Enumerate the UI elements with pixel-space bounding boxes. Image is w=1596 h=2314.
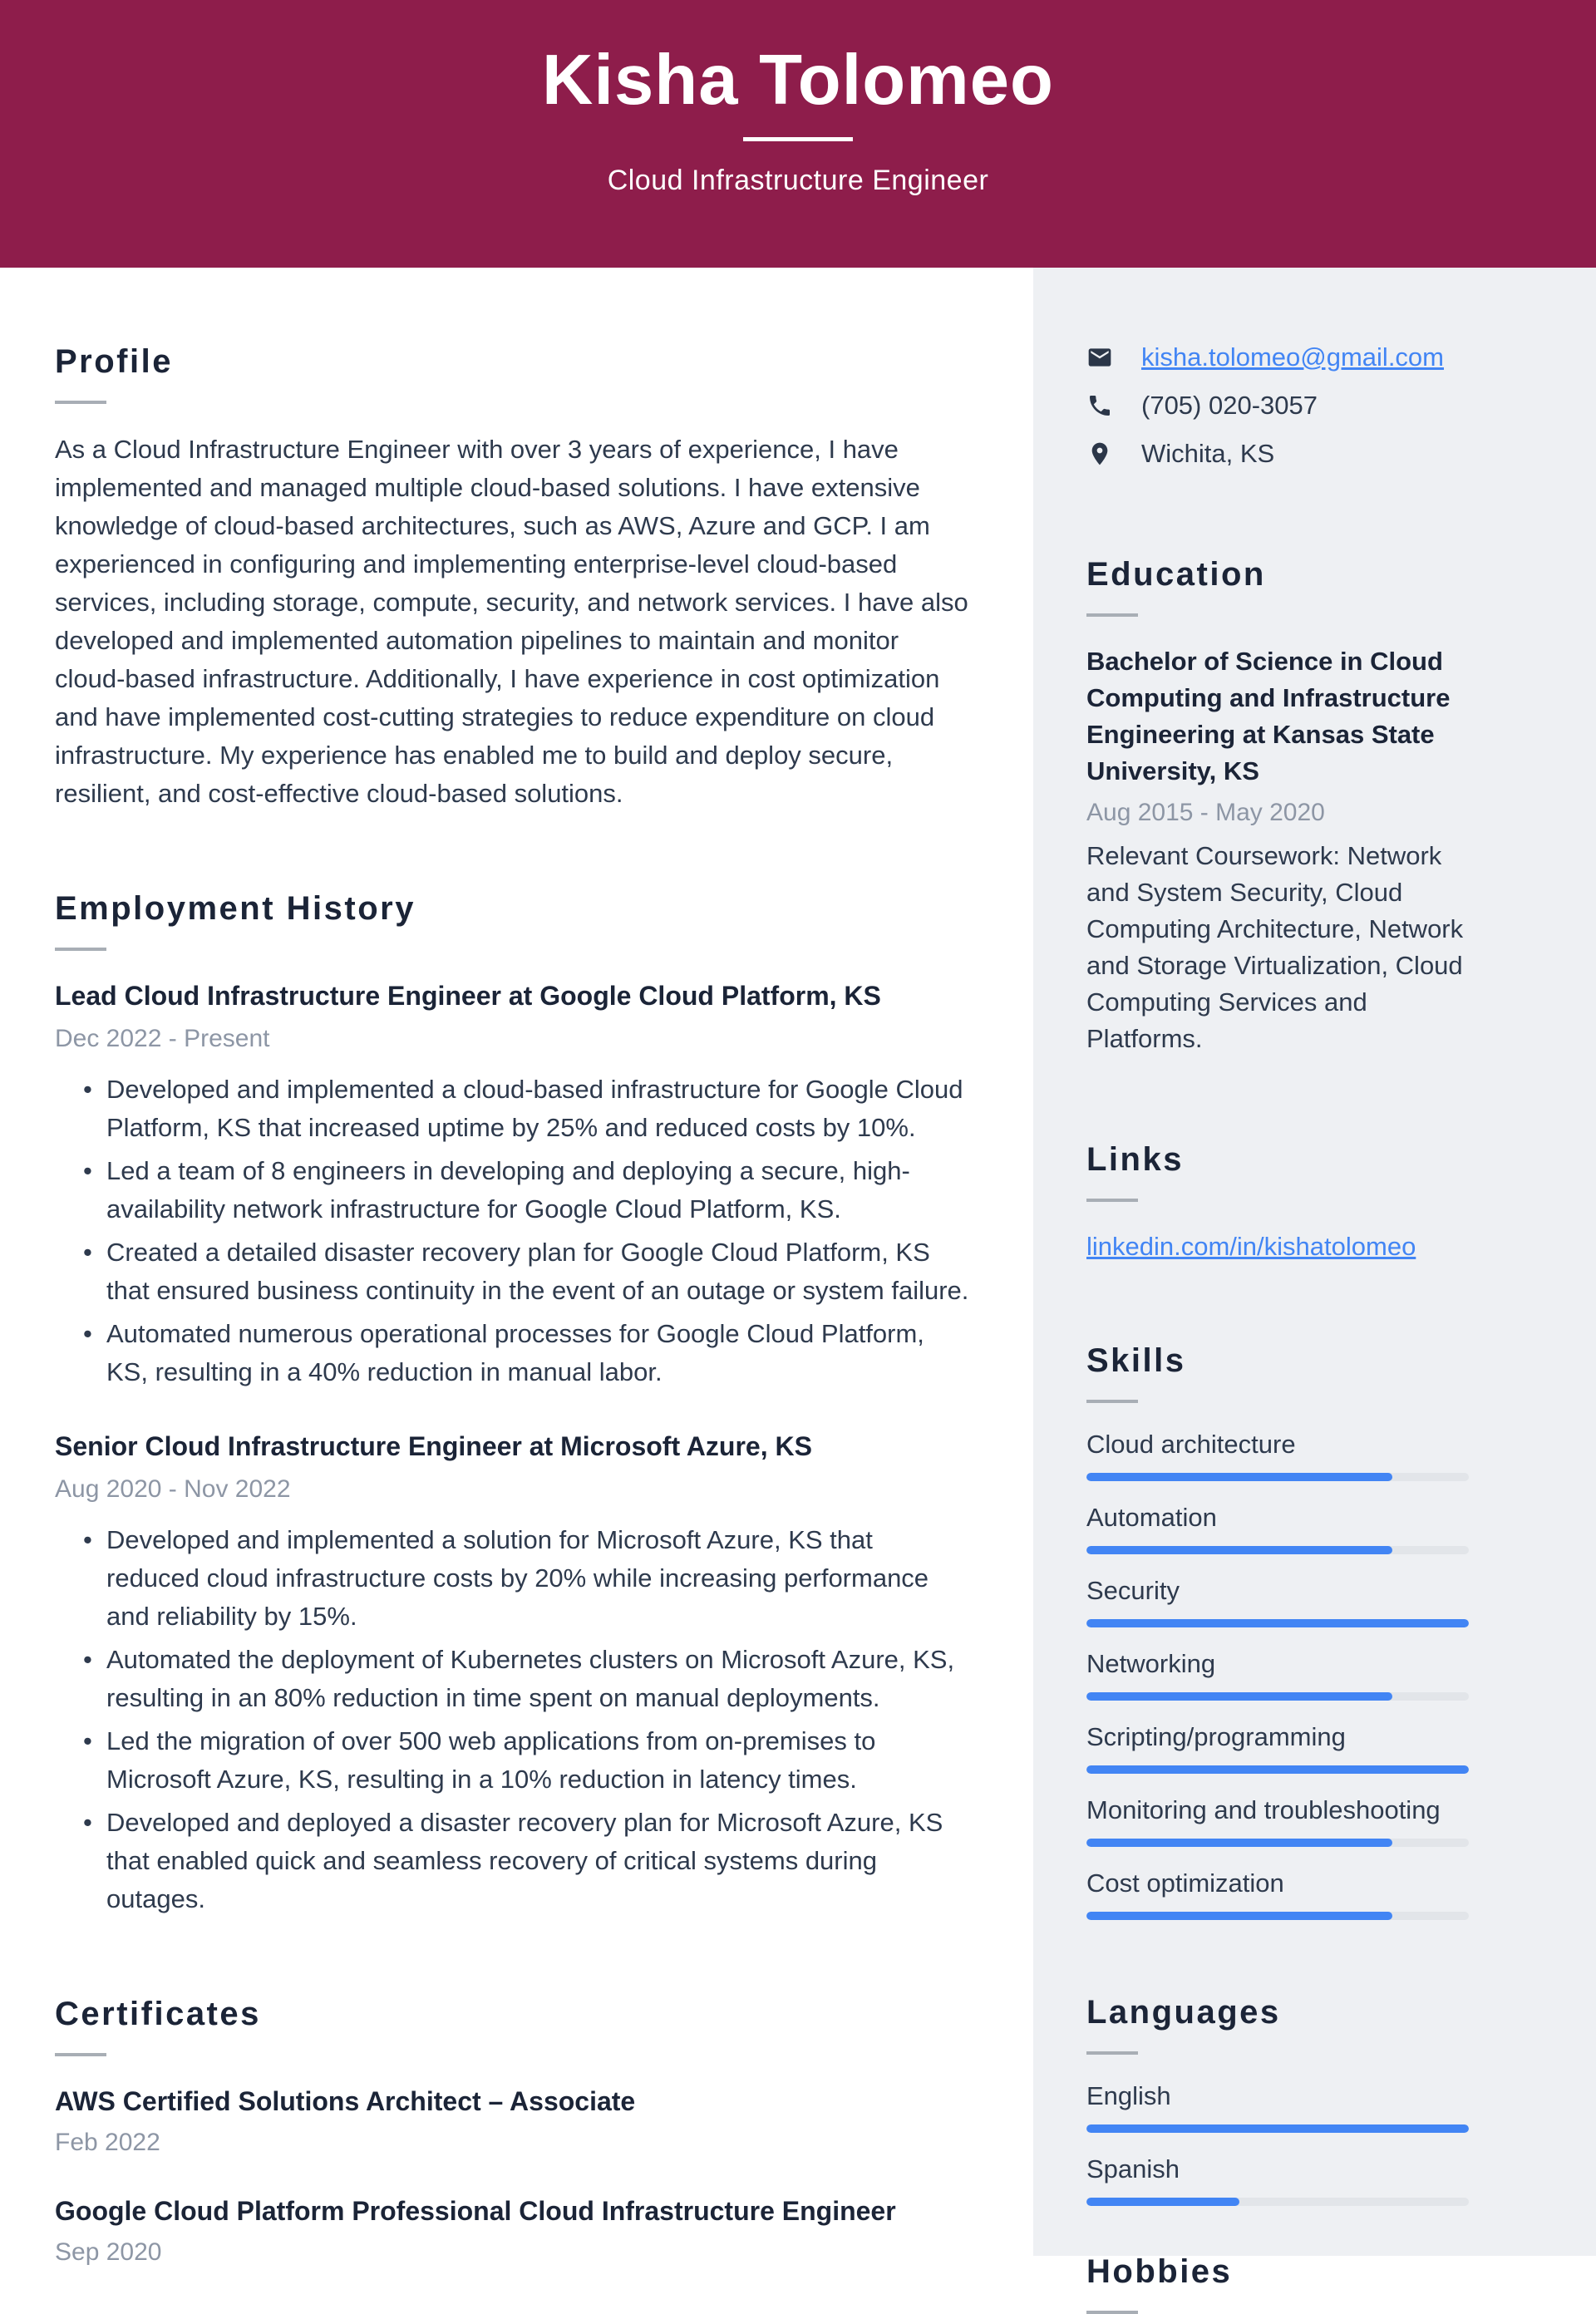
education-section: [1086, 555, 1469, 1057]
phone-number: (705) 020-3057: [1141, 391, 1318, 420]
skill-bar-fill: [1086, 1765, 1469, 1774]
skill-bar-fill: [1086, 1912, 1392, 1920]
location-pin-icon: [1086, 441, 1113, 467]
language-bar: [1086, 2198, 1469, 2206]
contact-block: [1086, 339, 1469, 472]
job-bullet: • Led a team of 8 engineers in developing and deploying a secure, high-availability network infrastructure for Google Cloud Platform, KS.: [83, 1152, 973, 1228]
linkedin-link[interactable]: linkedin.com/in/kishatolomeo: [1086, 1232, 1416, 1261]
language-label: English: [1086, 2081, 1171, 2110]
skills-heading: Skills: [1086, 1342, 1186, 1379]
job-entry: [55, 1428, 973, 1918]
certificate-date: Feb 2022: [55, 2129, 160, 2156]
job-title-subtitle: Cloud Infrastructure Engineer: [607, 165, 989, 197]
header-banner: [0, 0, 1596, 268]
job-bullet: • Automated numerous operational processes for Google Cloud Platform, KS, resulting in a 40% reduction in manual labor.: [83, 1315, 973, 1391]
phone-icon: [1086, 392, 1113, 419]
skill-item: [1086, 1430, 1469, 1481]
section-divider: [1086, 1400, 1138, 1403]
job-bullet: • Led the migration of over 500 web applications from on-premises to Microsoft Azure, KS, resulting in a 10% reduction in latency times.: [83, 1722, 973, 1799]
section-divider: [1086, 2051, 1138, 2055]
profile-heading: Profile: [55, 343, 173, 380]
sidebar: [1033, 268, 1596, 2290]
email-link[interactable]: kisha.tolomeo@gmail.com: [1141, 342, 1444, 372]
profile-summary: As a Cloud Infrastructure Engineer with over 3 years of experience, I have implemented and managed multiple cloud-based solutions. I have extensive knowledge of cloud-based architectures, such as AWS, Azure and GCP. I am experienced in configuring and implementing enterprise-level cloud-based services, including storage, compute, security, and network services. I have also developed and implemented automation pipelines to maintain and monitor cloud-based infrastructure. Additionally, I have experience in cost optimization and have implemented cost-cutting strategies to reduce expenditure on cloud infrastructure. My experience has enabled me to build and deploy secure, resilient, and cost-effective cloud-based solutions.: [55, 435, 968, 808]
location-text: Wichita, KS: [1141, 439, 1275, 468]
skill-item: [1086, 1795, 1469, 1847]
skill-bar: [1086, 1619, 1469, 1627]
skill-item: [1086, 1722, 1469, 1774]
contact-email-row: [1086, 339, 1469, 376]
certificates-heading: Certificates: [55, 1996, 261, 2032]
employment-heading: Employment History: [55, 890, 416, 927]
job-bullet: • Developed and deployed a disaster recovery plan for Microsoft Azure, KS that enabled quick and seamless recovery of critical systems during outages.: [83, 1804, 973, 1918]
hobbies-section: [1086, 2252, 1469, 2314]
language-bar: [1086, 2124, 1469, 2133]
job-bullet: • Automated the deployment of Kubernetes clusters on Microsoft Azure, KS, resulting in an 80% reduction in time spent on manual deployments.: [83, 1641, 973, 1717]
section-divider: [1086, 2311, 1138, 2314]
language-item: [1086, 2081, 1469, 2133]
job-bullet: • Developed and implemented a solution for Microsoft Azure, KS that reduced cloud infrastructure costs by 20% while increasing performance and reliability by 15%.: [83, 1521, 973, 1636]
section-divider: [55, 948, 106, 951]
skill-label: Security: [1086, 1576, 1180, 1605]
contact-phone-row: [1086, 387, 1469, 424]
skill-bar: [1086, 1839, 1469, 1847]
certificate-date: Sep 2020: [55, 2238, 162, 2266]
skill-label: Networking: [1086, 1649, 1216, 1678]
job-entry: [55, 977, 973, 1391]
hobbies-heading: Hobbies: [1086, 2253, 1233, 2290]
skills-section: [1086, 1342, 1469, 1920]
education-dates: Aug 2015 - May 2020: [1086, 799, 1325, 826]
job-dates: Dec 2022 - Present: [55, 1025, 270, 1052]
section-divider: [1086, 613, 1138, 617]
skill-label: Monitoring and troubleshooting: [1086, 1795, 1441, 1824]
section-divider: [55, 2053, 106, 2056]
job-bullet-list: [55, 1071, 973, 1391]
skill-bar: [1086, 1692, 1469, 1701]
skill-item: [1086, 1649, 1469, 1701]
job-title: Senior Cloud Infrastructure Engineer at Microsoft Azure, KS: [55, 1431, 812, 1461]
certificate-entry: [55, 2193, 973, 2269]
name-divider: [743, 137, 853, 141]
skill-bar-fill: [1086, 1692, 1392, 1701]
contact-location-row: [1086, 436, 1469, 472]
employment-section: [55, 889, 973, 1918]
links-section: [1086, 1140, 1469, 1265]
certificate-title: AWS Certified Solutions Architect – Associate: [55, 2086, 636, 2116]
envelope-icon: [1086, 344, 1113, 371]
skill-bar: [1086, 1473, 1469, 1481]
job-bullet-list: [55, 1521, 973, 1918]
language-label: Spanish: [1086, 2154, 1180, 2184]
languages-section: [1086, 1993, 1469, 2206]
skill-bar-fill: [1086, 1546, 1392, 1554]
links-heading: Links: [1086, 1141, 1184, 1178]
education-heading: Education: [1086, 556, 1266, 593]
profile-section: [55, 342, 973, 813]
section-divider: [1086, 1199, 1138, 1202]
main-column: [55, 268, 973, 2269]
skill-bar-fill: [1086, 1839, 1392, 1847]
education-coursework: Relevant Coursework: Network and System Security, Cloud Computing Architecture, Network and Storage Virtualization, Cloud Computing Services and Platforms.: [1086, 841, 1464, 1053]
degree-title: Bachelor of Science in Cloud Computing and Infrastructure Engineering at Kansas State University, KS: [1086, 647, 1451, 785]
skill-item: [1086, 1868, 1469, 1920]
skill-label: Cost optimization: [1086, 1868, 1284, 1898]
job-dates: Aug 2020 - Nov 2022: [55, 1475, 291, 1503]
job-bullet: • Developed and implemented a cloud-based infrastructure for Google Cloud Platform, KS that increased uptime by 25% and reduced costs by 10%.: [83, 1071, 973, 1147]
job-bullet: • Created a detailed disaster recovery plan for Google Cloud Platform, KS that ensured business continuity in the event of an outage or system failure.: [83, 1233, 973, 1310]
skill-item: [1086, 1503, 1469, 1554]
certificate-title: Google Cloud Platform Professional Cloud Infrastructure Engineer: [55, 2196, 896, 2226]
skill-bar-fill: [1086, 1473, 1392, 1481]
skill-item: [1086, 1576, 1469, 1627]
skill-label: Scripting/programming: [1086, 1722, 1346, 1751]
skill-label: Cloud architecture: [1086, 1430, 1296, 1459]
language-bar-fill: [1086, 2124, 1469, 2133]
skill-label: Automation: [1086, 1503, 1217, 1532]
job-title: Lead Cloud Infrastructure Engineer at Google Cloud Platform, KS: [55, 981, 881, 1011]
language-item: [1086, 2154, 1469, 2206]
language-bar-fill: [1086, 2198, 1239, 2206]
certificates-section: [55, 1995, 973, 2269]
skill-bar: [1086, 1765, 1469, 1774]
skill-bar: [1086, 1912, 1469, 1920]
certificate-entry: [55, 2083, 973, 2159]
skill-bar: [1086, 1546, 1469, 1554]
skill-bar-fill: [1086, 1619, 1469, 1627]
section-divider: [55, 401, 106, 404]
page-title: Kisha Tolomeo: [542, 41, 1054, 120]
languages-heading: Languages: [1086, 1994, 1281, 2031]
